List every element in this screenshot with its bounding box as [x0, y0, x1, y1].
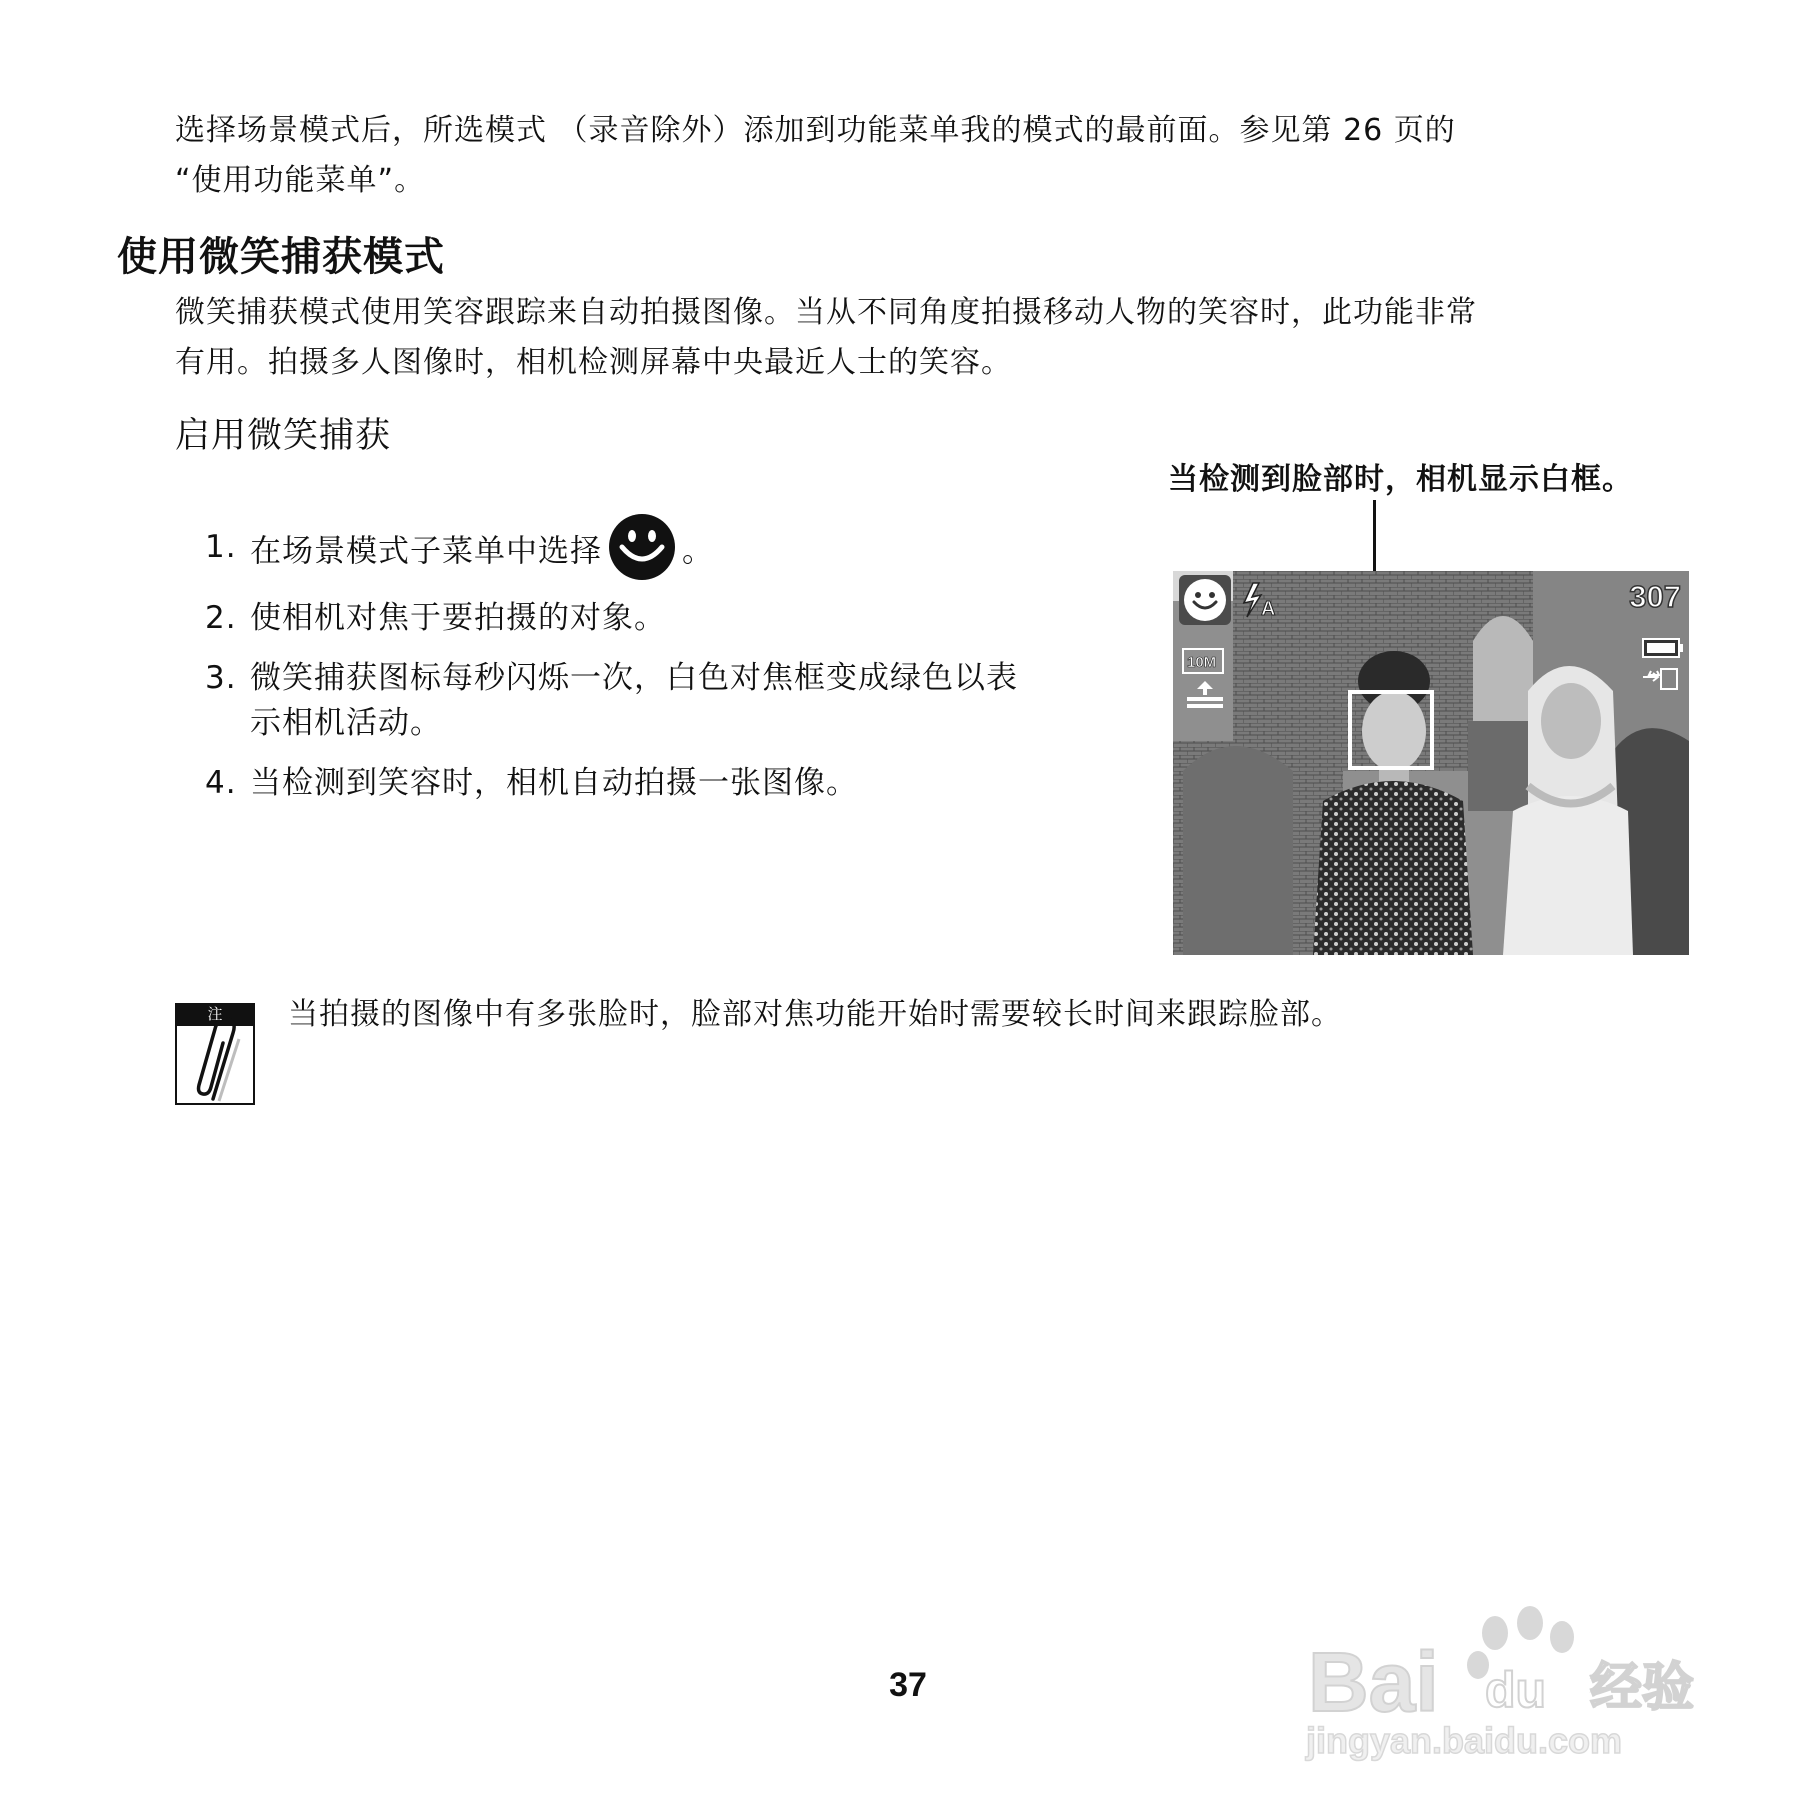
page-number: 37	[889, 1666, 927, 1704]
smile-capture-icon	[608, 513, 676, 581]
resolution-label: 10M	[1187, 654, 1217, 671]
step-2	[205, 596, 1135, 641]
description-line-1: 微笑捕获模式使用笑容跟踪来自动拍摄图像。当从不同角度拍摄移动人物的笑容时，此功能非常	[175, 295, 1477, 330]
step-text: 使相机对焦于要拍摄的对象。	[250, 600, 666, 636]
step-text	[250, 525, 1135, 581]
step-number: 4.	[205, 765, 237, 801]
step-3-line-2: 示相机活动。	[250, 705, 442, 741]
preview-scene	[1173, 571, 1689, 955]
note-text: 当拍摄的图像中有多张脸时，脸部对焦功能开始时需要较长时间来跟踪脸部。	[288, 997, 1342, 1032]
battery-icon	[1643, 639, 1683, 657]
step-1	[205, 525, 1135, 581]
section-description	[175, 288, 1720, 388]
step-3-line-1: 微笑捕获图标每秒闪烁一次，白色对焦框变成绿色以表	[250, 660, 1018, 696]
shot-count: 307	[1629, 579, 1681, 614]
intro-line-1: 选择场景模式后，所选模式 （录音除外）添加到功能菜单我的模式的最前面。参见第 26 页的	[175, 113, 1456, 148]
camera-preview-photo	[1173, 571, 1689, 955]
step-4	[205, 761, 1135, 806]
step-number: 3.	[205, 660, 237, 696]
baidu-paw-logo	[1290, 1585, 1730, 1765]
step-number: 1.	[205, 529, 237, 565]
baidu-brand-cn: 经验	[1590, 1658, 1695, 1718]
note-label: 注	[207, 1005, 223, 1023]
step-text: 当检测到笑容时，相机自动拍摄一张图像。	[250, 765, 858, 801]
step-3	[205, 656, 1135, 746]
description-line-2: 有用。拍摄多人图像时，相机检测屏幕中央最近人士的笑容。	[175, 345, 1012, 380]
baidu-brand: Bai	[1308, 1635, 1439, 1729]
baidu-brand-du: du	[1485, 1662, 1547, 1718]
step-number: 2.	[205, 600, 237, 636]
step-text	[250, 656, 1135, 746]
section-title: 使用微笑捕获模式	[117, 234, 445, 280]
baidu-url: jingyan.baidu.com	[1306, 1720, 1623, 1761]
intro-line-2: “使用功能菜单”。	[175, 163, 426, 198]
step-1-text: 在场景模式子菜单中选择	[250, 533, 602, 570]
subsection-title: 启用微笑捕获	[175, 416, 392, 456]
intro-paragraph	[175, 106, 1705, 206]
steps-list	[205, 525, 1135, 821]
flash-mode-label: A	[1261, 598, 1276, 620]
baidu-watermark	[1290, 1585, 1730, 1765]
step-1-suffix: 。	[682, 533, 714, 570]
callout-caption: 当检测到脸部时，相机显示白框。	[1168, 462, 1633, 497]
smile-mode-icon	[1179, 575, 1231, 625]
